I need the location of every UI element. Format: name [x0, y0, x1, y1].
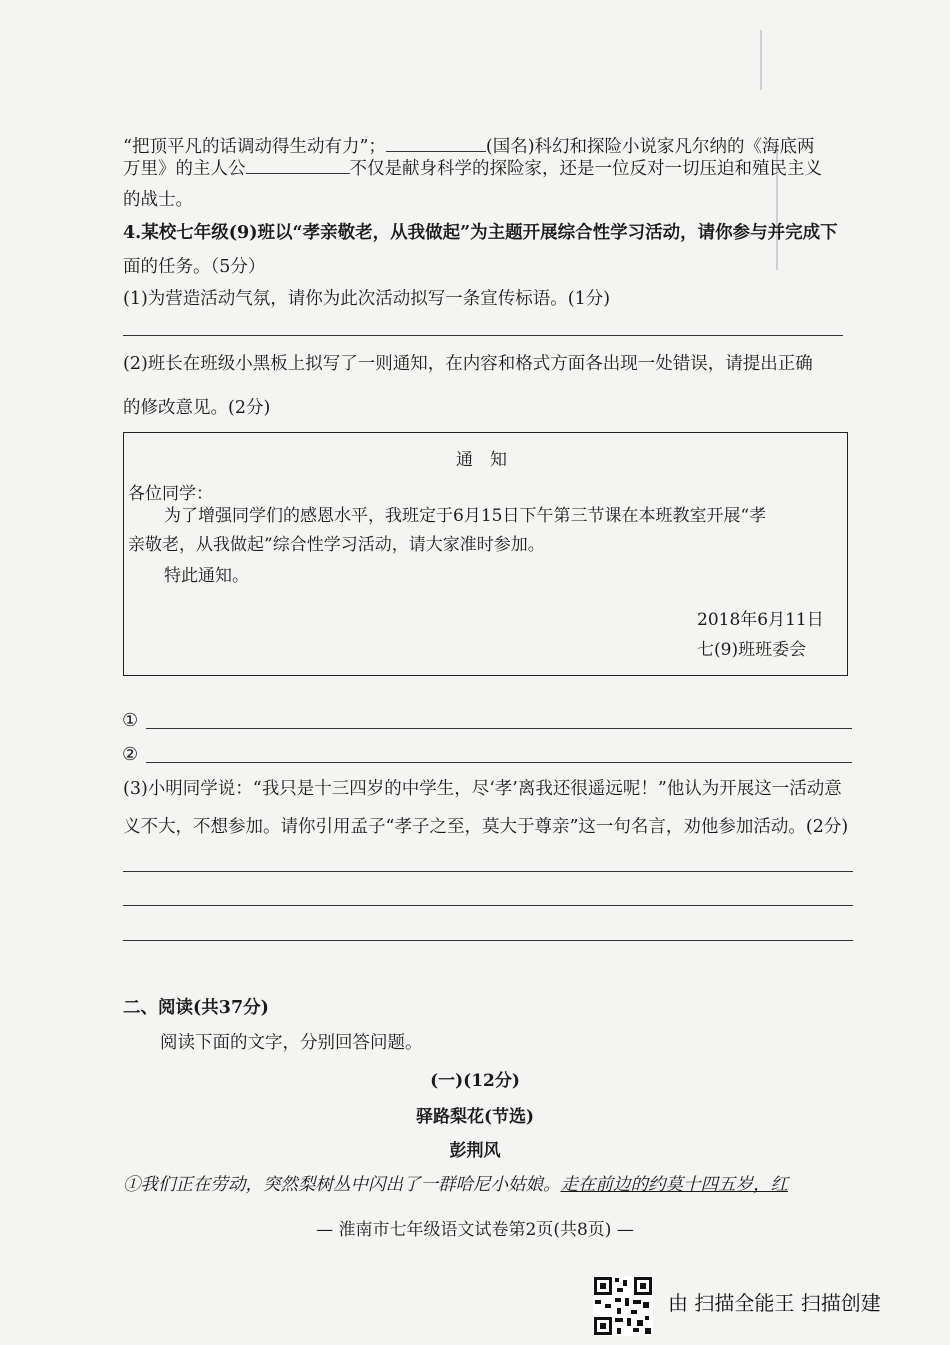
q4-sub1: (1)为营造活动气氛，请你为此次活动拟写一条宣传标语。(1分) — [123, 289, 611, 309]
answer-line[interactable] — [146, 728, 852, 729]
text: “把顶平凡的话调动得生动有力”； — [123, 137, 386, 157]
text: 不仅是献身科学的探险家，还是一位反对一切压迫和殖民主义 — [349, 159, 822, 179]
answer-row-1[interactable] — [122, 710, 852, 734]
notice-body-line-2: 亲敬老，从我做起”综合性学习活动，请大家准时参加。 — [128, 535, 545, 555]
text: ①我们正在劳动，突然梨树丛中闪出了一群哈尼小姑娘。 — [123, 1175, 561, 1195]
continuation-line-3: 的战士。 — [123, 190, 193, 210]
scanner-watermark: 由 扫描全能王 扫描创建 — [668, 1291, 881, 1315]
article-title: 驿路梨花(节选) — [415, 1107, 535, 1127]
article-paragraph-1 — [123, 1173, 853, 1197]
notice-title: 通 知 — [456, 450, 507, 470]
q4-sub3-line-2: 义不大，不想参加。请你引用孟子“孝子之至，莫大于尊亲”这一句名言，劝他参加活动。(2分) — [123, 817, 849, 837]
answer-line[interactable] — [146, 762, 852, 763]
scan-artifact — [760, 30, 762, 90]
answer-marker: ① — [122, 710, 139, 731]
notice-closing: 特此通知。 — [164, 566, 249, 586]
notice-date: 2018年6月11日 — [697, 610, 824, 630]
answer-line-sub3[interactable] — [123, 871, 853, 872]
q4-sub2-line-1: (2)班长在班级小黑板上拟写了一则通知，在内容和格式方面各出现一处错误，请提出正确 — [123, 354, 813, 374]
section2-heading: 二、阅读(共37分) — [123, 998, 269, 1018]
answer-line-sub3[interactable] — [123, 940, 853, 941]
answer-line-sub3[interactable] — [123, 905, 853, 906]
text: 万里》的主人公 — [123, 159, 246, 179]
section2-instruction: 阅读下面的文字，分别回答问题。 — [160, 1033, 423, 1053]
q4-sub3-line-1: (3)小明同学说：“我只是十三四岁的中学生，尽‘孝’离我还很遥远呢！”他认为开展这一活动意 — [123, 779, 842, 799]
notice-signature: 七(9)班班委会 — [697, 640, 807, 660]
notice-salutation: 各位同学： — [128, 484, 213, 504]
fill-blank-country[interactable] — [386, 133, 486, 152]
continuation-line-2 — [123, 155, 853, 181]
qr-code-icon — [593, 1276, 653, 1336]
q4-stem-line-2: 面的任务。（5分） — [123, 257, 266, 277]
text: (国名)科幻和探险小说家凡尔纳的《海底两 — [485, 137, 815, 157]
article-author: 彭荆风 — [449, 1141, 501, 1161]
answer-line-sub1[interactable] — [123, 335, 843, 336]
q4-stem-line-1: 4.某校七年级(9)班以“孝亲敬老，从我做起”为主题开展综合性学习活动，请你参与并完成下 — [123, 223, 838, 243]
notice-body-line-1: 为了增强同学们的感恩水平，我班定于6月15日下午第三节课在本班教室开展“孝 — [164, 506, 767, 526]
part-label: (一)(12分) — [430, 1071, 520, 1091]
underlined-text: 走在前边的约莫十四五岁，红 — [560, 1175, 788, 1195]
fill-blank-protagonist[interactable] — [246, 155, 350, 174]
answer-marker: ② — [122, 744, 139, 765]
notice-box — [123, 432, 848, 676]
q4-sub2-line-2: 的修改意见。(2分) — [123, 398, 271, 418]
answer-row-2[interactable] — [122, 744, 852, 768]
page-footer: — 淮南市七年级语文试卷第2页(共8页) — — [316, 1220, 634, 1240]
